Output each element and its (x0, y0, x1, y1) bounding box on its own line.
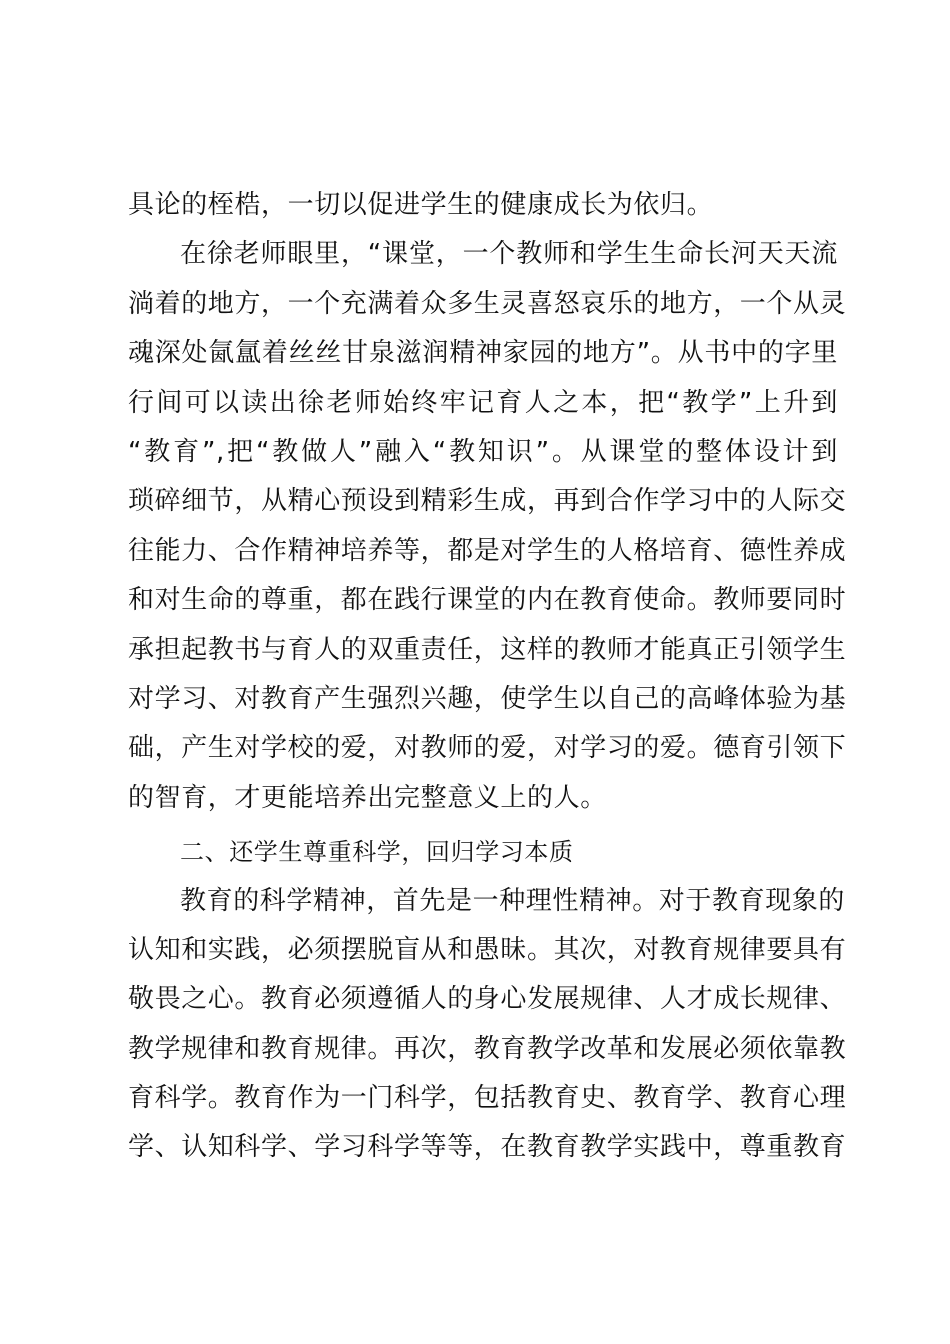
paragraph-line: 的智育，才更能培养出完整意义上的人。 (128, 783, 607, 813)
paragraph-line: 在徐老师眼里，“课堂，一个教师和学生生命长河天天流 (180, 239, 838, 269)
paragraph-line: “教育”,把“教做人”融入“教知识”。从课堂的整体设计到 (128, 437, 838, 467)
paragraph-line: 魂深处氤氲着丝丝甘泉滋润精神家园的地方”。从书中的字里 (128, 338, 838, 368)
paragraph-line: 育科学。教育作为一门科学，包括教育史、教育学、教育心理 (128, 1083, 847, 1113)
paragraph-line: 敬畏之心。教育必须遵循人的身心发展规律、人才成长规律、 (128, 984, 847, 1014)
paragraph-line: 学、认知科学、学习科学等等，在教育教学实践中，尊重教育 (128, 1132, 847, 1162)
paragraph-line: 对学习、对教育产生强烈兴趣，使学生以自己的高峰体验为基 (128, 684, 847, 714)
paragraph-line: 琐碎细节，从精心预设到精彩生成，再到合作学习中的人际交 (128, 486, 847, 516)
paragraph-line: 淌着的地方，一个充满着众多生灵喜怒哀乐的地方，一个从灵 (128, 289, 847, 319)
paragraph-line: 承担起教书与育人的双重责任，这样的教师才能真正引领学生 (128, 635, 847, 665)
paragraph-line: 具论的桎梏，一切以促进学生的健康成长为依归。 (128, 190, 714, 220)
section-heading: 二、还学生尊重科学，回归学习本质 (180, 838, 574, 866)
paragraph-line: 行间可以读出徐老师始终牢记育人之本，把“教学”上升到 (128, 388, 838, 418)
paragraph-line: 教育的科学精神，首先是一种理性精神。对于教育现象的 (180, 886, 846, 916)
paragraph-line: 础，产生对学校的爱，对教师的爱，对学习的爱。德育引领下 (128, 733, 847, 763)
paragraph-line: 和对生命的尊重，都在践行课堂的内在教育使命。教师要同时 (128, 585, 847, 615)
paragraph-line: 往能力、合作精神培养等，都是对学生的人格培育、德性养成 (128, 536, 847, 566)
paragraph-line: 认知和实践，必须摆脱盲从和愚昧。其次，对教育规律要具有 (128, 935, 847, 965)
paragraph-line: 教学规律和教育规律。再次，教育教学改革和发展必须依靠教 (128, 1034, 847, 1064)
